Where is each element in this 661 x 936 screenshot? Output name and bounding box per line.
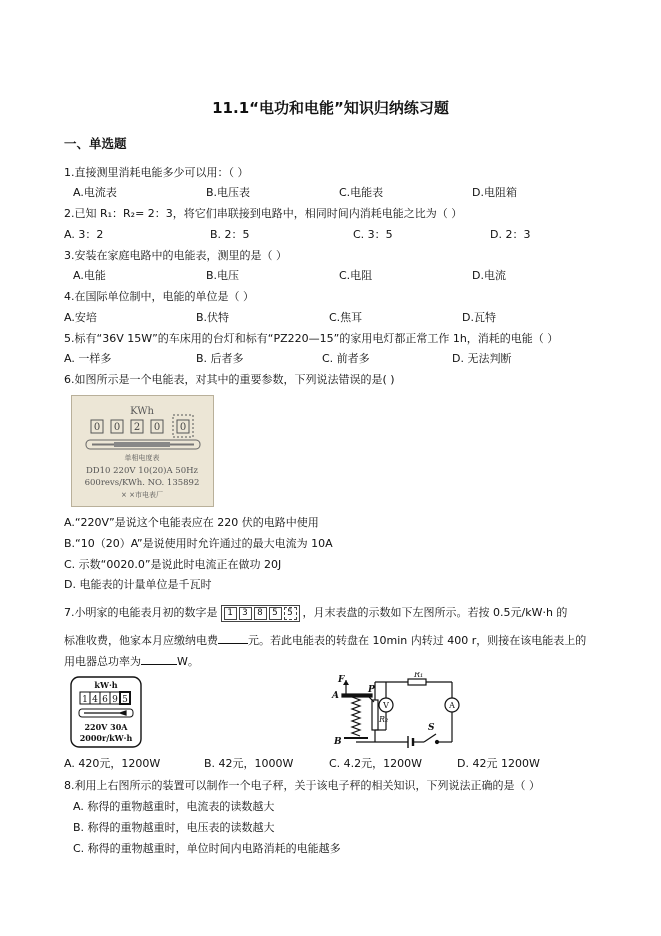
question-2-stem: 2.已知 R₁：R₂= 2：3，将它们串联接到电路中，相同时间内消耗电能之比为（ ） (64, 207, 463, 220)
section-heading: 一、单选题 (64, 136, 127, 151)
question-5-stem: 5.标有“36V 15W”的车床用的台灯和标有“PZ220—15”的家用电灯都正常工作 1h，消耗的电能（ ） (64, 332, 559, 345)
q4-option-b: B.伏特 (196, 311, 230, 324)
label-force: F (338, 675, 345, 685)
voltmeter-symbol: V (383, 701, 389, 710)
q1-option-b: B.电压表 (206, 186, 251, 199)
q6-option-d: D. 电能表的计量单位是千瓦时 (64, 578, 212, 591)
q7-option-d: D. 42元 1200W (457, 757, 540, 770)
q7-text-part-6: W。 (177, 655, 199, 668)
q6-option-a: A.“220V”是说这个电能表应在 220 伏的电路中使用 (64, 516, 319, 529)
q7-text-part-1: 7.小明家的电能表月初的数字是 (64, 606, 218, 619)
page-title: 11.1“电功和电能”知识归纳练习题 (212, 99, 449, 117)
q1-option-c: C.电能表 (339, 186, 384, 199)
meter-spec-2: 2000r/kW·h (79, 733, 133, 743)
q5-option-d: D. 无法判断 (452, 352, 512, 365)
question-1-stem: 1.直接测里消耗电能多少可以用：（ ） (64, 166, 249, 179)
q3-option-b: B.电压 (206, 269, 240, 282)
question-8-stem: 8.利用上右图所示的装置可以制作一个电子秤，关于该电子秤的相关知识，下列说法正确的是（ ） (64, 779, 540, 792)
q4-option-a: A.安培 (64, 311, 97, 324)
q4-option-d: D.瓦特 (462, 311, 496, 324)
q4-option-c: C.焦耳 (329, 311, 363, 324)
answer-blank-fee[interactable] (218, 632, 248, 644)
digit: 5 (284, 607, 297, 620)
label-r1: R₁ (414, 672, 424, 679)
q8-option-a: A. 称得的重物越重时，电流表的读数越大 (73, 800, 275, 813)
q1-option-d: D.电阻箱 (472, 186, 517, 199)
q5-option-c: C. 前者多 (322, 352, 370, 365)
meter-disk-window (86, 440, 200, 449)
question-4-stem: 4.在国际单位制中，电能的单位是（ ） (64, 290, 254, 303)
meter-digit: 5 (122, 695, 128, 705)
label-r2: R₂ (379, 715, 389, 724)
question-6-stem: 6.如图所示是一个电能表，对其中的重要参数，下列说法错误的是( ) (64, 373, 395, 386)
label-point-b: B (334, 737, 342, 747)
label-slider-p: P (368, 685, 375, 695)
meter-digit: 9 (112, 695, 118, 705)
meter-digit: 0 (93, 422, 101, 433)
q3-option-a: A.电能 (73, 269, 106, 282)
q7-option-b: B. 42元，1000W (204, 757, 294, 770)
meter-unit: kW·h (94, 680, 118, 690)
meter-digit: 4 (92, 695, 98, 705)
q7-text-part-5: 用电器总功率为 (64, 655, 141, 668)
q8-option-b: B. 称得的重物越重时，电压表的读数越大 (73, 821, 275, 834)
meter-digit: 6 (102, 695, 108, 705)
question-3-stem: 3.安装在家庭电路中的电能表，测里的是（ ） (64, 249, 287, 262)
electronic-scale-circuit-diagram (328, 672, 478, 752)
q7-text-part-4: 元。若此电能表的转盘在 10min 内转过 400 r，则接在该电能表上的 (248, 634, 587, 647)
q2-option-d: D. 2：3 (490, 228, 531, 241)
q3-option-d: D.电流 (472, 269, 506, 282)
q6-option-b: B.“10（20）A”是说使用时允许通过的最大电流为 10A (64, 537, 333, 550)
meter-spec-1: 220V 30A (84, 722, 128, 732)
q6-option-c: C. 示数“0020.0”是说此时电流正在做功 20J (64, 558, 282, 571)
question-7-line-2 (64, 632, 586, 648)
meter-unit: KWh (130, 406, 154, 417)
meter-digit: 0 (153, 422, 161, 433)
label-switch-s: S (428, 723, 435, 733)
electric-meter-illustration (72, 396, 213, 506)
start-reading-digits (221, 605, 300, 622)
label-point-a: A (332, 691, 339, 701)
meter-digit: 1 (82, 695, 88, 705)
q7-option-a: A. 420元，1200W (64, 757, 161, 770)
q3-option-c: C.电阻 (339, 269, 373, 282)
digit: 3 (239, 607, 252, 620)
digit: 8 (254, 607, 267, 620)
digit: 1 (224, 607, 237, 620)
q2-option-a: A. 3：2 (64, 228, 104, 241)
meter-spec-2: 600revs/KWh. NO. 135892 (84, 478, 200, 488)
q7-text-part-3: 标准收费，他家本月应缴纳电费 (64, 634, 218, 647)
digit: 5 (269, 607, 282, 620)
q5-option-b: B. 后者多 (196, 352, 244, 365)
question-7-line-1 (64, 604, 567, 622)
meter-digit: 0 (179, 422, 187, 433)
meter-spec-1: DD10 220V 10(20)A 50Hz (85, 466, 199, 476)
q7-option-c: C. 4.2元，1200W (329, 757, 423, 770)
q2-option-c: C. 3：5 (353, 228, 393, 241)
monthly-meter-illustration (70, 676, 142, 748)
q1-option-a: A.电流表 (73, 186, 117, 199)
q5-option-a: A. 一样多 (64, 352, 112, 365)
meter-maker: × ×市电表厂 (121, 491, 163, 499)
answer-blank-power[interactable] (141, 653, 177, 665)
q2-option-b: B. 2：5 (210, 228, 250, 241)
meter-digit: 0 (113, 422, 121, 433)
electric-meter-photo (71, 395, 214, 507)
q7-text-part-2: ，月末表盘的示数如下左图所示。若按 0.5元/kW·h 的 (302, 606, 568, 619)
question-7-line-3 (64, 653, 199, 669)
ammeter-symbol: A (449, 701, 455, 710)
meter-digit: 2 (133, 422, 141, 433)
meter-name: 单相电度表 (124, 454, 160, 462)
q8-option-c: C. 称得的重物越重时，单位时间内电路消耗的电能越多 (73, 842, 341, 855)
